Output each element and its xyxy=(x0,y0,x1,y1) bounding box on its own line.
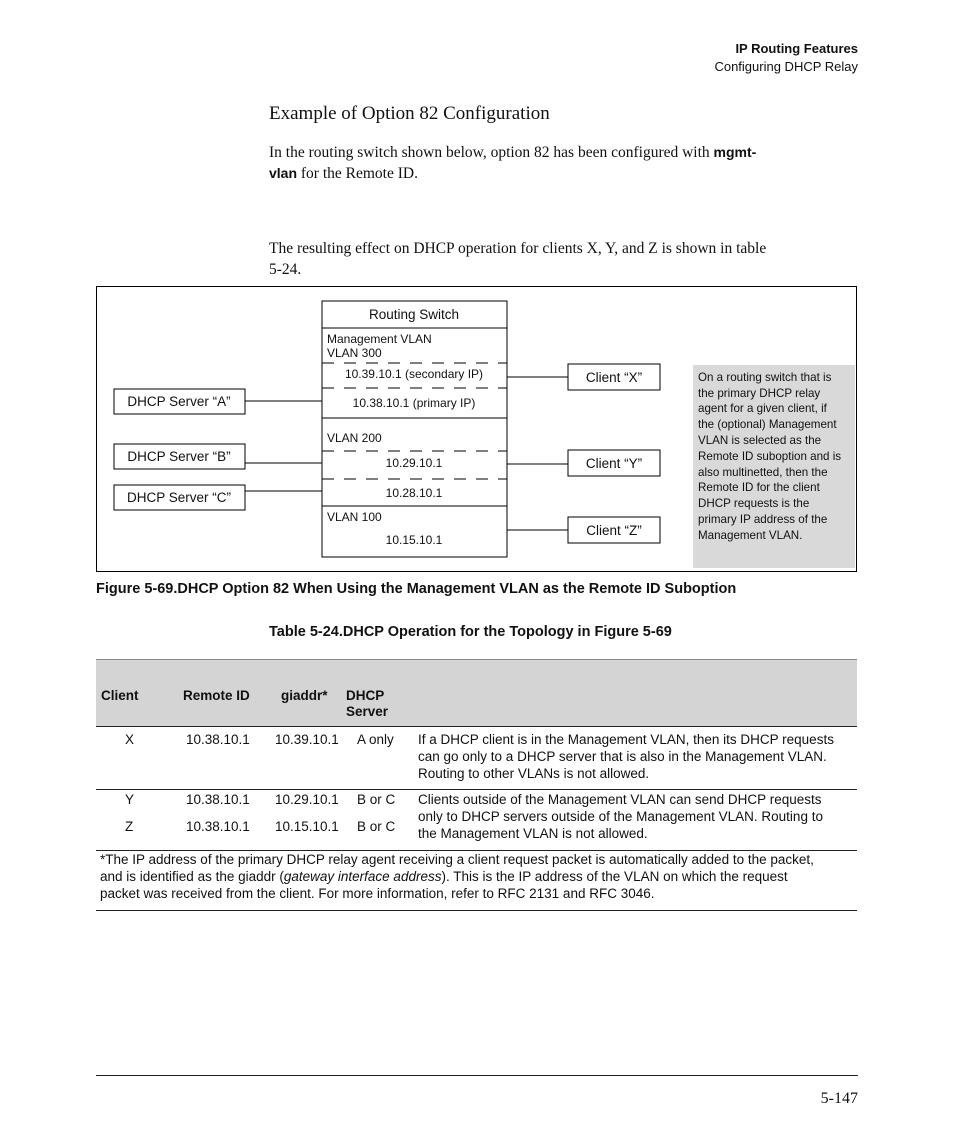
running-header-section: IP Routing Features xyxy=(735,41,858,56)
note-line: also multinetted, then the xyxy=(698,466,828,479)
ip-29-label: 10.29.10.1 xyxy=(385,456,443,470)
vlan200-label: VLAN 200 xyxy=(327,431,382,445)
footnote-line2 xyxy=(100,868,855,885)
ip-primary-label: 10.38.10.1 (primary IP) xyxy=(352,396,476,410)
note-line: agent for a given client, if xyxy=(698,402,827,415)
footnote-line1: *The IP address of the primary DHCP relay agent receiving a client request packet is automatically added to the packet, xyxy=(100,852,814,867)
cell-giaddr: 10.29.10.1 xyxy=(275,792,339,807)
note-line: the primary DHCP relay xyxy=(698,387,821,400)
running-header-subsection: Configuring DHCP Relay xyxy=(714,59,858,74)
page-number: 5-147 xyxy=(820,1090,858,1107)
dhcp-server-a-label: DHCP Server “A” xyxy=(127,394,231,409)
cell-description-yz xyxy=(418,791,823,842)
header-giaddr: giaddr* xyxy=(281,688,328,703)
note-line: Remote ID suboption and is xyxy=(698,450,842,463)
ip-15-label: 10.15.10.1 xyxy=(385,533,443,547)
cell-client: Z xyxy=(125,819,134,834)
desc-line: Routing to other VLANs is not allowed. xyxy=(418,766,650,781)
intro-text-end: for the Remote ID. xyxy=(297,165,418,182)
header-client: Client xyxy=(101,688,139,703)
routing-switch-title: Routing Switch xyxy=(368,307,460,322)
vlan300-label: VLAN 300 xyxy=(327,346,382,360)
mgmt-vlan-label: Management VLAN xyxy=(327,332,432,346)
cell-client: X xyxy=(125,732,135,747)
table-footnote xyxy=(100,851,855,902)
cell-server: A only xyxy=(357,732,394,747)
header-dhcp-line1: DHCP xyxy=(346,688,385,703)
result-line2: 5-24. xyxy=(269,261,302,278)
topology-diagram xyxy=(97,287,855,570)
note-line: DHCP requests is the xyxy=(698,497,810,510)
client-z-label: Client “Z” xyxy=(586,523,642,538)
intro-paragraph xyxy=(269,142,859,184)
cell-server: B or C xyxy=(357,819,396,834)
cell-client: Y xyxy=(125,792,135,807)
note-line: Management VLAN. xyxy=(698,529,803,542)
desc-line: can go only to a DHCP server that is also in the Management VLAN. xyxy=(418,749,827,764)
desc-line: the Management VLAN is not allowed. xyxy=(418,826,648,841)
note-line: primary IP address of the xyxy=(698,513,828,526)
row-divider xyxy=(96,789,857,790)
desc-line: If a DHCP client is in the Management VLAN, then its DHCP requests xyxy=(418,732,834,747)
cell-giaddr: 10.39.10.1 xyxy=(275,732,339,747)
cell-remote-id: 10.38.10.1 xyxy=(186,732,250,747)
figure-caption: Figure 5-69.DHCP Option 82 When Using the Management VLAN as the Remote ID Suboption xyxy=(96,581,737,597)
footnote-italic-term: gateway interface address xyxy=(283,869,442,884)
section-heading: Example of Option 82 Configuration xyxy=(269,103,550,124)
intro-text: In the routing switch shown below, option 82 has been configured with xyxy=(269,144,714,161)
ip-28-label: 10.28.10.1 xyxy=(385,486,443,500)
table-bottom-rule xyxy=(96,910,857,911)
dhcp-server-b-label: DHCP Server “B” xyxy=(127,449,231,464)
note-line: the (optional) Management xyxy=(698,418,837,431)
topology-figure xyxy=(96,286,857,572)
table-caption: Table 5-24.DHCP Operation for the Topology in Figure 5-69 xyxy=(269,624,672,640)
note-line: On a routing switch that is xyxy=(698,371,832,384)
cell-server: B or C xyxy=(357,792,396,807)
result-paragraph xyxy=(269,238,859,280)
vlan100-label: VLAN 100 xyxy=(327,510,382,524)
cell-remote-id: 10.38.10.1 xyxy=(186,819,250,834)
header-remote-id: Remote ID xyxy=(183,688,250,703)
header-dhcp-server xyxy=(346,688,388,720)
header-dhcp-line2: Server xyxy=(346,704,389,719)
cell-giaddr: 10.15.10.1 xyxy=(275,819,339,834)
footer-rule xyxy=(96,1075,858,1076)
ip-secondary-label: 10.39.10.1 (secondary IP) xyxy=(344,367,484,381)
footnote-text: ). This is the IP address of the VLAN on which the request xyxy=(441,869,788,884)
table-header-row xyxy=(96,659,857,727)
footnote-line3: packet was received from the client. For more information, refer to RFC 2131 and RFC 3046. xyxy=(100,886,655,901)
client-y-label: Client “Y” xyxy=(585,456,643,471)
desc-line: Clients outside of the Management VLAN can send DHCP requests xyxy=(418,792,822,807)
dhcp-server-c-label: DHCP Server “C” xyxy=(126,490,232,505)
cell-description-x xyxy=(418,731,834,782)
note-text xyxy=(698,371,841,542)
intro-keyword-part2: vlan xyxy=(269,165,298,181)
note-line: Remote ID for the client xyxy=(698,481,820,494)
desc-line: only to DHCP servers outside of the Management VLAN. Routing to xyxy=(418,809,823,824)
cell-remote-id: 10.38.10.1 xyxy=(186,792,250,807)
dhcp-operation-table xyxy=(96,659,857,911)
client-x-label: Client “X” xyxy=(585,370,643,385)
intro-keyword-part1: mgmt- xyxy=(713,144,757,160)
footnote-text: and is identified as the giaddr ( xyxy=(100,869,284,884)
note-line: VLAN is selected as the xyxy=(698,434,822,447)
result-line1: The resulting effect on DHCP operation for clients X, Y, and Z is shown in table xyxy=(269,240,767,257)
